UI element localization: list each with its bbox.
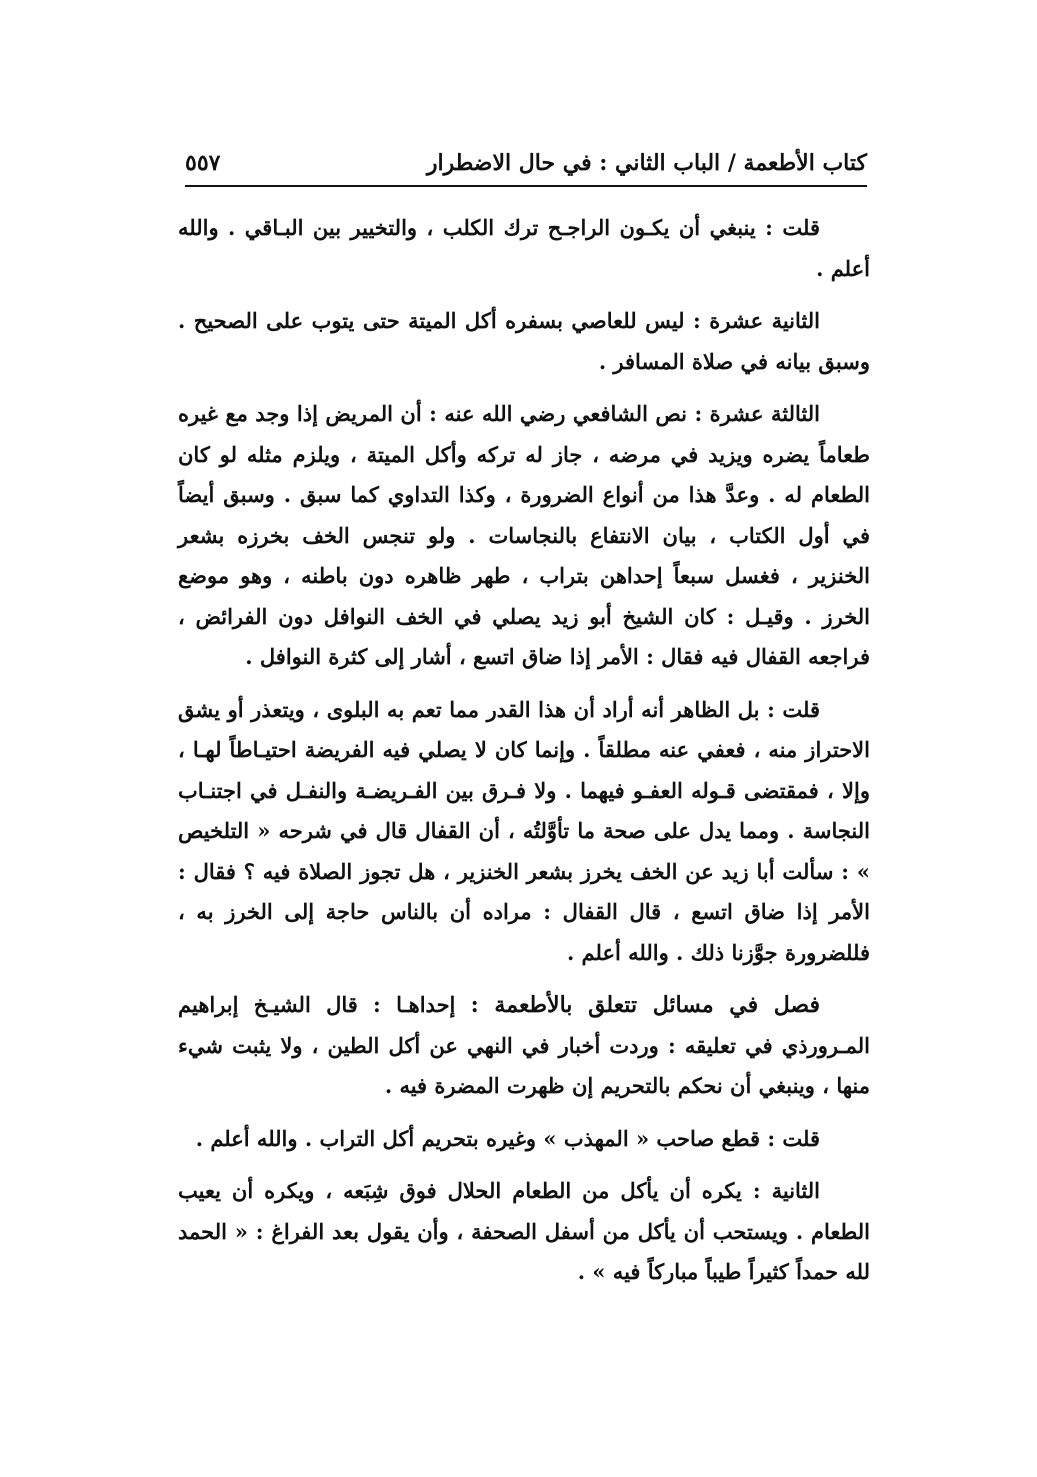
chapter-title: كتاب الأطعمة / الباب الثاني : في حال الاضطرار: [426, 150, 867, 176]
paragraph: [178, 1171, 870, 1293]
paragraph-text: إحداهـا : قال الشيـخ إبراهيم المـرورذي في تعليقه : وردت أخبار في النهي عن أكل الطين ، ولا يثبت شيء منها ، وينبغي أن نحكم بالتحريم إن ظهرت المضرة فيه .: [178, 992, 870, 1098]
paragraph-text: نص الشافعي رضي الله عنه : أن المريض إذا وجد مع غيره طعاماً يضره ويزيد في مرضه ، جاز له تركه وأكل الميتة ، ويلزم مثله لو كان الطعام له . وعدَّ هذا من أنواع الضرورة ، وكذا التداوي كما سبق . وسبق أيضاً في أول الكتاب ، بيان الانتفاع بالنجاسات . ولو تنجس الخف بخرزه بشعر الخنزير ، فغسل سبعاً إحداهن بتراب ، طهر ظاهره دون باطنه ، وهو موضع الخرز . وقيـل : كان الشيخ أبو زيد يصلي في الخف النوافل دون الفرائض ، فراجعه القفال فيه فقال : الأمر إذا ضاق اتسع ، أشار إلى كثرة النوافل .: [178, 401, 870, 669]
running-header: [185, 143, 867, 183]
paragraph-text: قطع صاحب « المهذب » وغيره بتحريم أكل التراب . والله أعلم .: [195, 1125, 768, 1151]
paragraph: [178, 985, 870, 1107]
paragraph-lead: قلت :: [765, 215, 820, 240]
page-body: [178, 208, 870, 1305]
header-rule: [185, 185, 867, 187]
paragraph: [178, 301, 870, 382]
paragraph-lead: قلت :: [767, 1125, 820, 1151]
paragraph-lead: الثانية :: [752, 1178, 821, 1203]
paragraph-text: ينبغي أن يكـون الراجـح ترك الكلب ، والتخيير بين البـاقي . والله أعلم .: [178, 215, 870, 281]
paragraph-text: بل الظاهر أنه أراد أن هذا القدر مما تعم به البلوى ، ويتعذر أو يشق الاحتراز منه ، فعفي عنه مطلقاً . وإنما كان لا يصلي فيه الفريضة احتيـاطاً لهـا ، وإلا ، فمقتضى قـوله العفـو فيهما . ولا فـرق بين الفـريضـة والنفـل في اجتنـاب النجاسة . ومما يدل على صحة ما تأوَّلتُه ، أن القفال قال في شرحه « التلخيص » : سألت أبا زيد عن الخف يخرز بشعر الخنزير ، هل تجوز الصلاة فيه ؟ فقال : الأمر إذا ضاق اتسع ، قال القفال : مراده أن بالناس حاجة إلى الخرز به ، فللضرورة جوَّزنا ذلك . والله أعلم .: [178, 696, 870, 965]
paragraph-lead: الثالثة عشرة :: [694, 401, 820, 426]
paragraph-text: يكره أن يأكل من الطعام الحلال فوق شِبَعه ، ويكره أن يعيب الطعام . ويستحب أن يأكل من أسفل الصحفة ، وأن يقول بعد الفراغ : « الحمد لله حمداً كثيراً طيباً مباركاً فيه » .: [178, 1178, 870, 1284]
paragraph: [178, 394, 870, 678]
page-number: ٥٥٧: [185, 150, 221, 176]
paragraph: [178, 208, 870, 289]
paragraph: [178, 690, 870, 974]
paragraph-lead: الثانية عشرة :: [693, 308, 820, 333]
paragraph: [178, 1119, 870, 1160]
paragraph-lead: قلت :: [767, 696, 820, 722]
section-title: فصل في مسائل تتعلق بالأطعمة :: [470, 992, 820, 1018]
paragraph-text: ليس للعاصي بسفره أكل الميتة حتى يتوب على الصحيح . وسبق بيانه في صلاة المسافر .: [178, 308, 870, 374]
